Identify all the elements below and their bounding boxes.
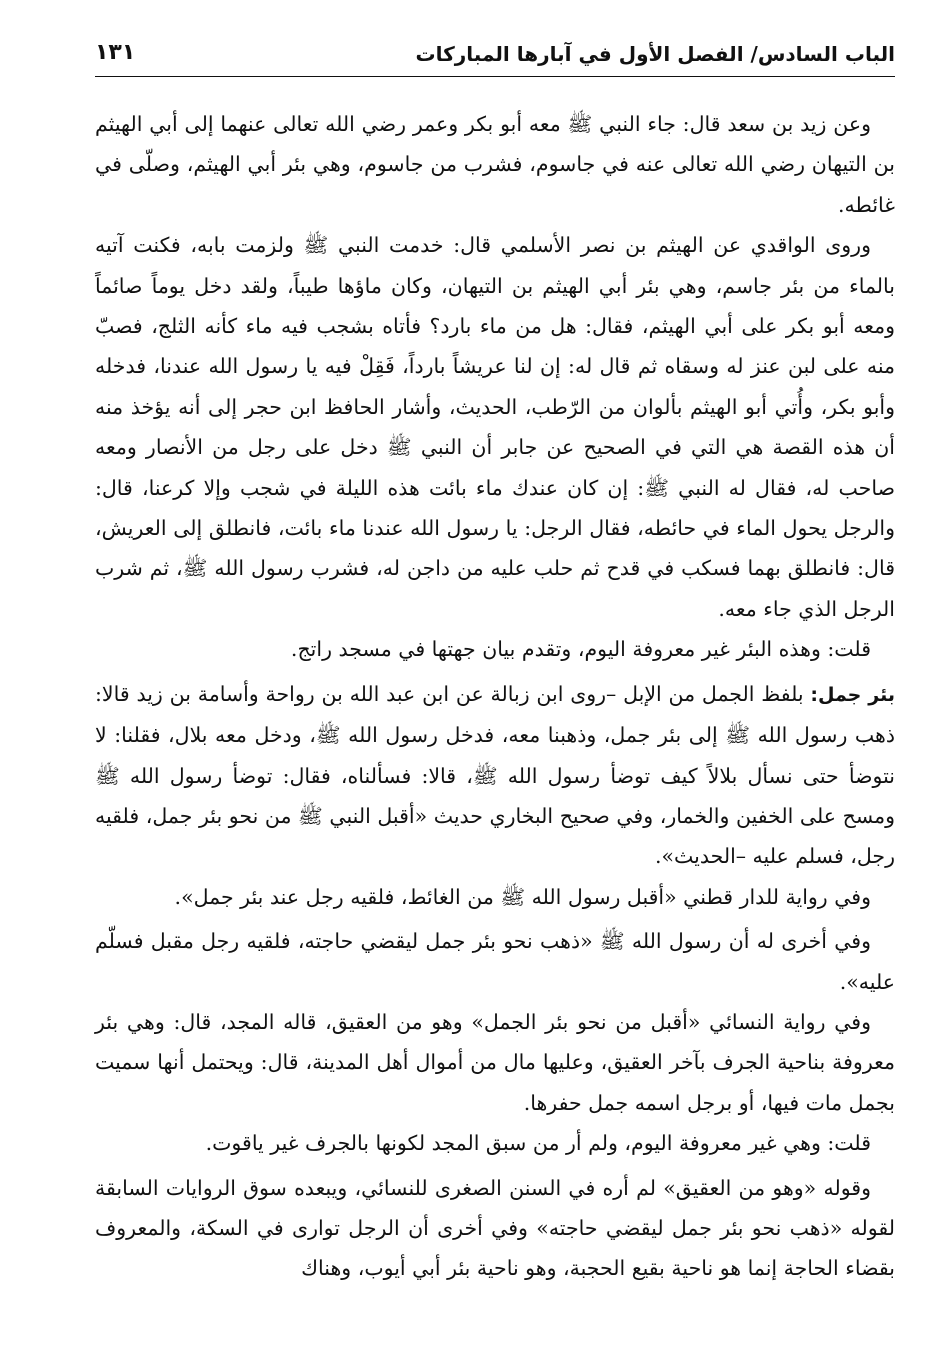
- paragraph: وفي رواية النسائي «أقبل من نحو بئر الجمل» وهو من العقيق، قاله المجد، قال: وهي بئر معروفة بناحية الجرف بآخر العقيق، وعليها مال من أموال أهل المدينة، قال: ويحتمل أنها سميت بجمل مات فيها، أو برجل اسمه جمل حفرها.: [95, 1009, 895, 1115]
- paragraph: وفي رواية للدار قطني «أقبل رسول الله ﷺ من الغائط، فلقيه رجل عند بئر جمل».: [174, 884, 871, 909]
- paragraph: قلت: وهذه البئر غير معروفة اليوم، وتقدم بيان جهتها في مسجد راتج.: [290, 637, 871, 662]
- paragraph: وعن زيد بن سعد قال: جاء النبي ﷺ معه أبو بكر وعمر رضي الله تعالى عنهما إلى أبي الهيثم بن التيهان رضي الله تعالى عنه في جاسوم، فشرب من جاسوم، وهي بئر أبي الهيثم، وصلّى في غائطه.: [95, 112, 895, 217]
- paragraph: وروى الواقدي عن الهيثم بن نصر الأسلمي قال: خدمت النبي ﷺ ولزمت بابه، فكنت آتيه بالماء من بئر جاسم، وهي بئر أبي الهيثم بن التيهان، وكان ماؤها طيباً، ولقد دخل يوماً صائماً ومعه أبو بكر على أبي الهيثم، فقال: هل من ماء بارد؟ فأتاه بشجب فيه ماء كأنه الثلج، فصبّ منه على لبن عنز له وسقاه ثم قال له: إن لنا عريشاً بارداً، فَقِلْ فيه يا رسول الله عندنا، فدخله وأبو بكر، وأُتي أبو الهيثم بألوان من الرّطب، الحديث، وأشار الحافظ ابن حجر إلى أنه يؤخذ منه أن هذه القصة هي التي في الصحيح عن جابر أن النبي ﷺ دخل على رجل من الأنصار ومعه صاحب له، فقال له النبي ﷺ: إن كان عندك ماء بائت هذه الليلة في شجب وإلا كرعنا، قال: والرجل يحول الماء في حائطه، فقال الرجل: يا رسول الله عندنا ماء بائت، فانطلق إلى العريش، قال: فانطلق بهما فسكب في قدح ثم حلب عليه من داجن له، فشرب رسول الله ﷺ، ثم شرب الرجل الذي جاء معه.: [95, 233, 895, 621]
- running-header: [95, 36, 895, 74]
- page-number: ١٣١: [95, 40, 136, 65]
- paragraph: بئر جمل: بلفظ الجمل من الإبل –روى ابن زبالة عن ابن عبد الله بن رواحة وأسامة بن زيد قالا: ذهب رسول الله ﷺ إلى بئر جمل، وذهبنا معه، فدخل رسول الله ﷺ، ودخل معه بلال، فقلنا: لا نتوضأ حتى نسأل بلالاً كيف توضأ رسول الله ﷺ، قالا: فسألناه، فقال: توضأ رسول الله ﷺ ومسح على الخفين والخمار، وفي صحيح البخاري حديث «أقبل النبي ﷺ من نحو بئر جمل، فلقيه رجل، فسلم عليه –الحديث».: [95, 681, 895, 869]
- paragraph: وقوله «وهو من العقيق» لم أره في السنن الصغرى للنسائي، ويبعده سوق الروايات السابقة لقوله «ذهب نحو بئر جمل ليقضي حاجته» وفي أخرى أن الرجل توارى في السكة، والمعروف بقضاء الحاجة إنما هو ناحية بقيع الحجبة، وهو ناحية بئر أبي أيوب، وهناك: [95, 1175, 895, 1281]
- entry-heading: بئر جمل:: [810, 683, 895, 706]
- paragraph: قلت: وهي غير معروفة اليوم، ولم أر من سبق المجد لكونها بالجرف غير ياقوت.: [205, 1131, 871, 1156]
- chapter-title: الباب السادس/ الفصل الأول في آبارها المباركات: [415, 42, 895, 66]
- header-divider: [95, 76, 895, 77]
- text-body: [95, 104, 895, 1289]
- paragraph: وفي أخرى له أن رسول الله ﷺ «ذهب نحو بئر جمل ليقضي حاجته، فلقيه رجل مقبل فسلّم عليه».: [95, 929, 895, 994]
